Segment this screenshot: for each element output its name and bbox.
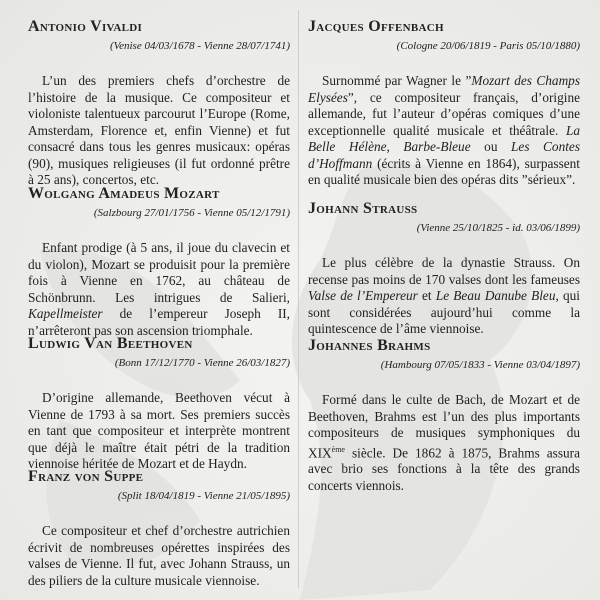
composer-dates: (Vienne 25/10/1825 - id. 03/06/1899) xyxy=(416,222,580,234)
composer-bio: L’un des premiers chefs d’orchestre de l’histoire de la musique. Ce compositeur et violoniste talentueux parcourut l’Europe (Rome, Amsterdam, Florence et, enfin Vienne) et fut consacré dans tous les genres musicaux: opéras (90), musiques religieuses (il fut ordonné prêtre à 25 ans), concertos, etc. xyxy=(28,73,290,187)
composer-beethoven xyxy=(28,335,290,473)
composer-dates: (Split 18/04/1819 - Vienne 21/05/1895) xyxy=(117,490,290,502)
composer-dates: (Venise 04/03/1678 - Vienne 28/07/1741) xyxy=(109,40,290,52)
composer-name: Johann Strauss xyxy=(308,200,418,217)
column-divider xyxy=(298,10,299,588)
composer-vivaldi xyxy=(28,18,290,189)
composer-mozart xyxy=(28,185,290,339)
composer-name: Johannes Brahms xyxy=(308,337,431,354)
composer-bio: Ce compositeur et chef d’orchestre autrichien écrivit de nombreuses opérettes inspirées des valses de Vienne. Il fut, avec Johann Strauss, un des piliers de la culture musicale viennoise. xyxy=(28,523,290,588)
composer-offenbach xyxy=(308,18,580,189)
composer-suppe xyxy=(28,468,290,589)
composer-bio: Le plus célèbre de la dynastie Strauss. On recense pas moins de 170 valses dont les fameuses Valse de l’Empereur et Le Beau Danube Bleu, qui sont considérées aujourd’hui comme la quintescence de l’âme viennoise. xyxy=(308,255,580,336)
composer-bio: Enfant prodige (à 5 ans, il joue du clavecin et du violon), Mozart se produisit pour la première fois à Vienne en 1762, au château de Schönbrunn. Les intrigues de Salieri, Kapellmeister de l’empereur Joseph II, n’arrêteront pas son ascension triomphale. xyxy=(28,240,290,338)
composer-bio: Surnommé par Wagner le ”Mozart des Champs Elysées”, ce compositeur français, d’origine allemande, fut l’auteur d’opéras comiques d’une exceptionnelle qualité musicale et théâtrale. La Belle Hélène, Barbe-Bleue ou Les Contes d’Hoffmann (écrits à Vienne en 1864), surpassent en qualité musicale bien des opéras dits ”sérieux”. xyxy=(308,73,580,187)
composer-name: Franz von Suppe xyxy=(28,468,144,485)
composer-name: Jacques Offenbach xyxy=(308,18,444,35)
composer-dates: (Hambourg 07/05/1833 - Vienne 03/04/1897) xyxy=(380,359,580,371)
composer-dates: (Cologne 20/06/1819 - Paris 05/10/1880) xyxy=(396,40,580,52)
composer-name: Wolgang Amadeus Mozart xyxy=(28,185,220,202)
composer-brahms xyxy=(308,337,580,494)
composer-strauss xyxy=(308,200,580,338)
composer-dates: (Salzbourg 27/01/1756 - Vienne 05/12/1791) xyxy=(93,207,290,219)
composer-bio: D’origine allemande, Beethoven vécut à Vienne de 1793 à sa mort. Ses premiers succès en tant que compositeur et interprète montrent que déjà le maître était pétri de la tradition viennoise héritée de Mozart et de Haydn. xyxy=(28,390,290,471)
composer-name: Antonio Vivaldi xyxy=(28,18,143,35)
composer-dates: (Bonn 17/12/1770 - Vienne 26/03/1827) xyxy=(114,357,290,369)
composer-bio: Formé dans le culte de Bach, de Mozart et de Beethoven, Brahms est l’un des plus importants compositeurs de musiques symphoniques du XIXème siècle. De 1862 à 1875, Brahms assura avec brio ses fonctions à la tête des grands concerts viennois. xyxy=(308,392,580,493)
composer-name: Ludwig Van Beethoven xyxy=(28,335,193,352)
